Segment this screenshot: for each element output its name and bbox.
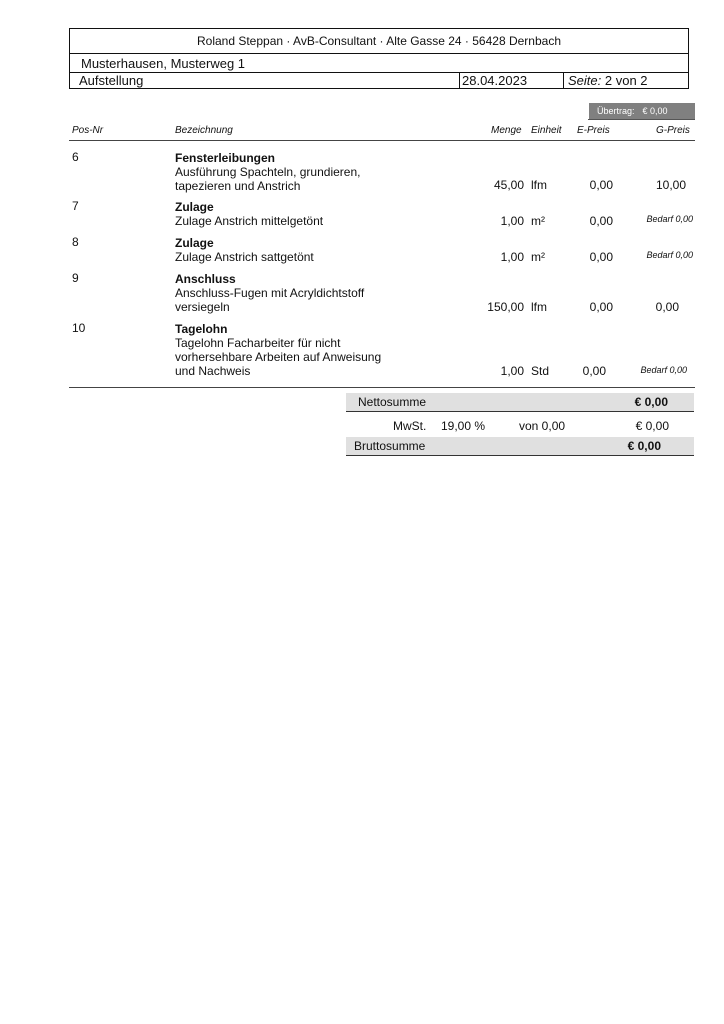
carry-over-badge bbox=[589, 103, 695, 119]
brutto-label: Bruttosumme bbox=[354, 439, 426, 453]
item-desc bbox=[175, 272, 364, 314]
item-desc bbox=[175, 322, 381, 378]
item-unit-price: 0,00 bbox=[589, 250, 613, 264]
document-header bbox=[69, 28, 689, 89]
netto-label: Nettosumme bbox=[358, 395, 427, 409]
item-total: Bedarf 0,00 bbox=[640, 365, 687, 375]
item-pos: 7 bbox=[72, 199, 79, 213]
netto-row bbox=[346, 393, 694, 412]
item-total: Bedarf 0,00 bbox=[646, 214, 693, 224]
item-title: Fensterleibungen bbox=[175, 151, 276, 165]
item-desc bbox=[175, 151, 360, 193]
item-line: Ausführung Spachteln, grundieren, bbox=[175, 165, 361, 179]
item-pos: 9 bbox=[72, 271, 79, 285]
col-unit-price: E-Preis bbox=[577, 125, 610, 136]
location: Musterhausen, Musterweg 1 bbox=[81, 56, 246, 71]
item-unit: Std bbox=[531, 364, 550, 378]
item-pos: 8 bbox=[72, 235, 79, 249]
item-line: Tagelohn Facharbeiter für nicht bbox=[175, 336, 341, 350]
mwst-label: MwSt. bbox=[393, 419, 427, 433]
item-line: und Nachweis bbox=[175, 364, 251, 378]
item-total: Bedarf 0,00 bbox=[646, 250, 693, 260]
item-title: Zulage bbox=[175, 236, 214, 250]
brutto-value: € 0,00 bbox=[627, 439, 661, 453]
divider bbox=[588, 119, 695, 120]
item-title: Anschluss bbox=[175, 272, 236, 286]
item-title: Tagelohn bbox=[175, 322, 228, 336]
mwst-base: von 0,00 bbox=[519, 419, 566, 433]
item-line: tapezieren und Anstrich bbox=[175, 179, 301, 193]
doc-type: Aufstellung bbox=[79, 73, 144, 88]
item-total: 0,00 bbox=[655, 300, 679, 314]
item-pos: 10 bbox=[72, 321, 86, 335]
items-end-divider bbox=[69, 387, 695, 388]
item-unit: m² bbox=[531, 214, 545, 228]
company-line: Roland Steppan · AvB-Consultant · Alte Gasse 24 · 56428 Dernbach bbox=[70, 29, 688, 54]
item-qty: 1,00 bbox=[500, 214, 524, 228]
item-total: 10,00 bbox=[655, 178, 686, 192]
item-unit-price: 0,00 bbox=[589, 214, 613, 228]
item-line: vorhersehbare Arbeiten auf Anweisung bbox=[175, 350, 382, 364]
item-qty: 45,00 bbox=[493, 178, 524, 192]
item-qty: 1,00 bbox=[500, 250, 524, 264]
col-unit: Einheit bbox=[531, 125, 562, 136]
item-qty: 1,00 bbox=[500, 364, 524, 378]
brutto-row bbox=[346, 437, 694, 456]
page-number bbox=[563, 73, 689, 89]
item-line: versiegeln bbox=[175, 300, 230, 314]
col-total-price: G-Preis bbox=[656, 125, 690, 136]
item-unit: m² bbox=[531, 250, 545, 264]
item-unit-price: 0,00 bbox=[582, 364, 606, 378]
mwst-value: € 0,00 bbox=[635, 419, 669, 433]
page-value: 2 von 2 bbox=[604, 73, 648, 88]
item-line: Zulage Anstrich sattgetönt bbox=[175, 250, 314, 264]
mwst-rate: 19,00 % bbox=[441, 419, 486, 433]
col-qty: Menge bbox=[491, 125, 522, 136]
page-label: Seite: bbox=[568, 73, 602, 88]
item-desc bbox=[175, 200, 323, 228]
item-unit-price: 0,00 bbox=[589, 300, 613, 314]
col-desc: Bezeichnung bbox=[175, 125, 233, 136]
item-qty: 150,00 bbox=[487, 300, 524, 314]
item-unit-price: 0,00 bbox=[589, 178, 613, 192]
carry-over-label: Übertrag: bbox=[597, 106, 635, 116]
item-unit: lfm bbox=[531, 178, 547, 192]
item-unit: lfm bbox=[531, 300, 547, 314]
item-pos: 6 bbox=[72, 150, 79, 164]
netto-value: € 0,00 bbox=[634, 395, 668, 409]
item-desc bbox=[175, 236, 314, 264]
col-pos: Pos-Nr bbox=[72, 125, 104, 136]
item-line: Anschluss-Fugen mit Acryldichtstoff bbox=[175, 286, 365, 300]
header-info-row bbox=[70, 72, 688, 89]
doc-date: 28.04.2023 bbox=[459, 73, 563, 89]
carry-over-value: € 0,00 bbox=[642, 106, 668, 116]
header-divider bbox=[69, 140, 695, 141]
item-title: Zulage bbox=[175, 200, 214, 214]
item-line: Zulage Anstrich mittelgetönt bbox=[175, 214, 324, 228]
